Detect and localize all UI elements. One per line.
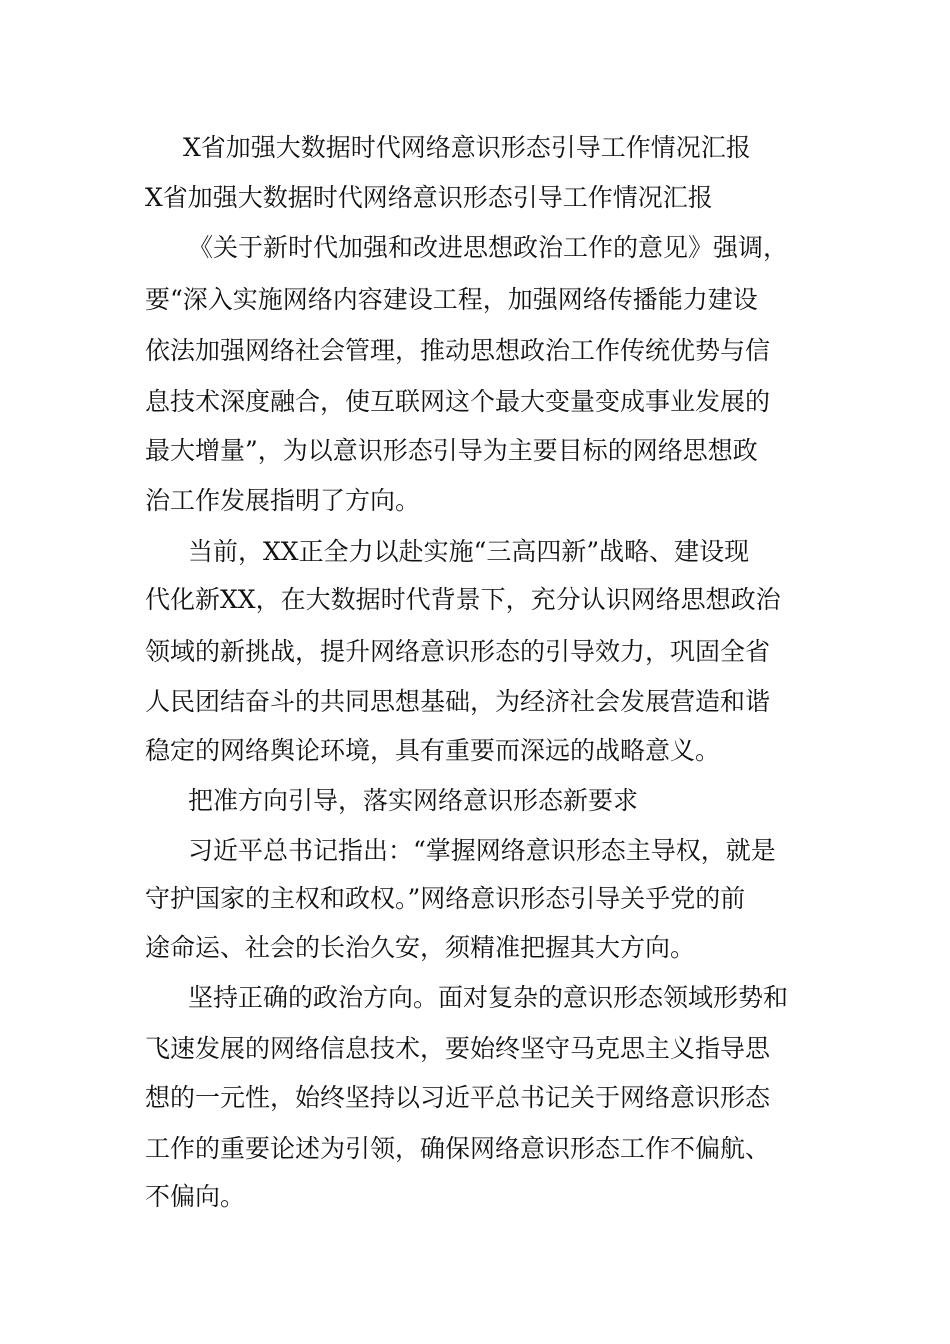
- paragraph4-line: 想的一元性，始终坚持以习近平总书记关于网络意识形态: [145, 1083, 771, 1112]
- paragraph2-line: 领域的新挑战，提升网络意识形态的引导效力，巩固全省: [145, 637, 771, 666]
- document-title-repeat: X省加强大数据时代网络意识形态引导工作情况汇报: [145, 183, 713, 212]
- paragraph1-line: 治工作发展指明了方向。: [145, 486, 421, 515]
- paragraph4-line: 坚持正确的政治方向。面对复杂的意识形态领域形势和: [188, 983, 789, 1012]
- paragraph3-line: 习近平总书记指出：“掌握网络意识形态主导权，就是: [188, 836, 776, 865]
- paragraph2-line: 当前，XX正全力以赴实施“三高四新”战略、建设现: [188, 537, 750, 566]
- paragraph4-line: 工作的重要论述为引领，确保网络意识形态工作不偏航、: [145, 1134, 771, 1163]
- paragraph1-line: 《关于新时代加强和改进思想政治工作的意见》强调，: [188, 233, 789, 262]
- paragraph1-line: 依法加强网络社会管理，推动思想政治工作传统优势与信: [145, 336, 771, 365]
- paragraph2-line: 代化新XX，在大数据时代背景下，充分认识网络思想政治: [145, 585, 781, 614]
- paragraph1-line: 要“深入实施网络内容建设工程，加强网络传播能力建设: [145, 285, 758, 314]
- paragraph3-line: 途命运、社会的长治久安，须精准把握其大方向。: [145, 933, 696, 962]
- paragraph2-line: 人民团结奋斗的共同思想基础，为经济社会发展营造和谐: [145, 687, 771, 716]
- paragraph1-line: 息技术深度融合，使互联网这个最大变量变成事业发展的: [145, 387, 771, 416]
- section-heading: 把准方向引导，落实网络意识形态新要求: [188, 786, 639, 815]
- paragraph3-line: 守护国家的主权和政权。”网络意识形态引导关乎党的前: [145, 884, 746, 913]
- document-title: X省加强大数据时代网络意识形态引导工作情况汇报: [183, 133, 751, 162]
- paragraph1-line: 最大增量”，为以意识形态引导为主要目标的网络思想政: [145, 436, 758, 465]
- paragraph4-line: 飞速发展的网络信息技术，要始终坚守马克思主义指导思: [145, 1034, 771, 1063]
- paragraph2-line: 稳定的网络舆论环境，具有重要而深远的战略意义。: [145, 736, 721, 765]
- paragraph4-line: 不偏向。: [145, 1182, 246, 1211]
